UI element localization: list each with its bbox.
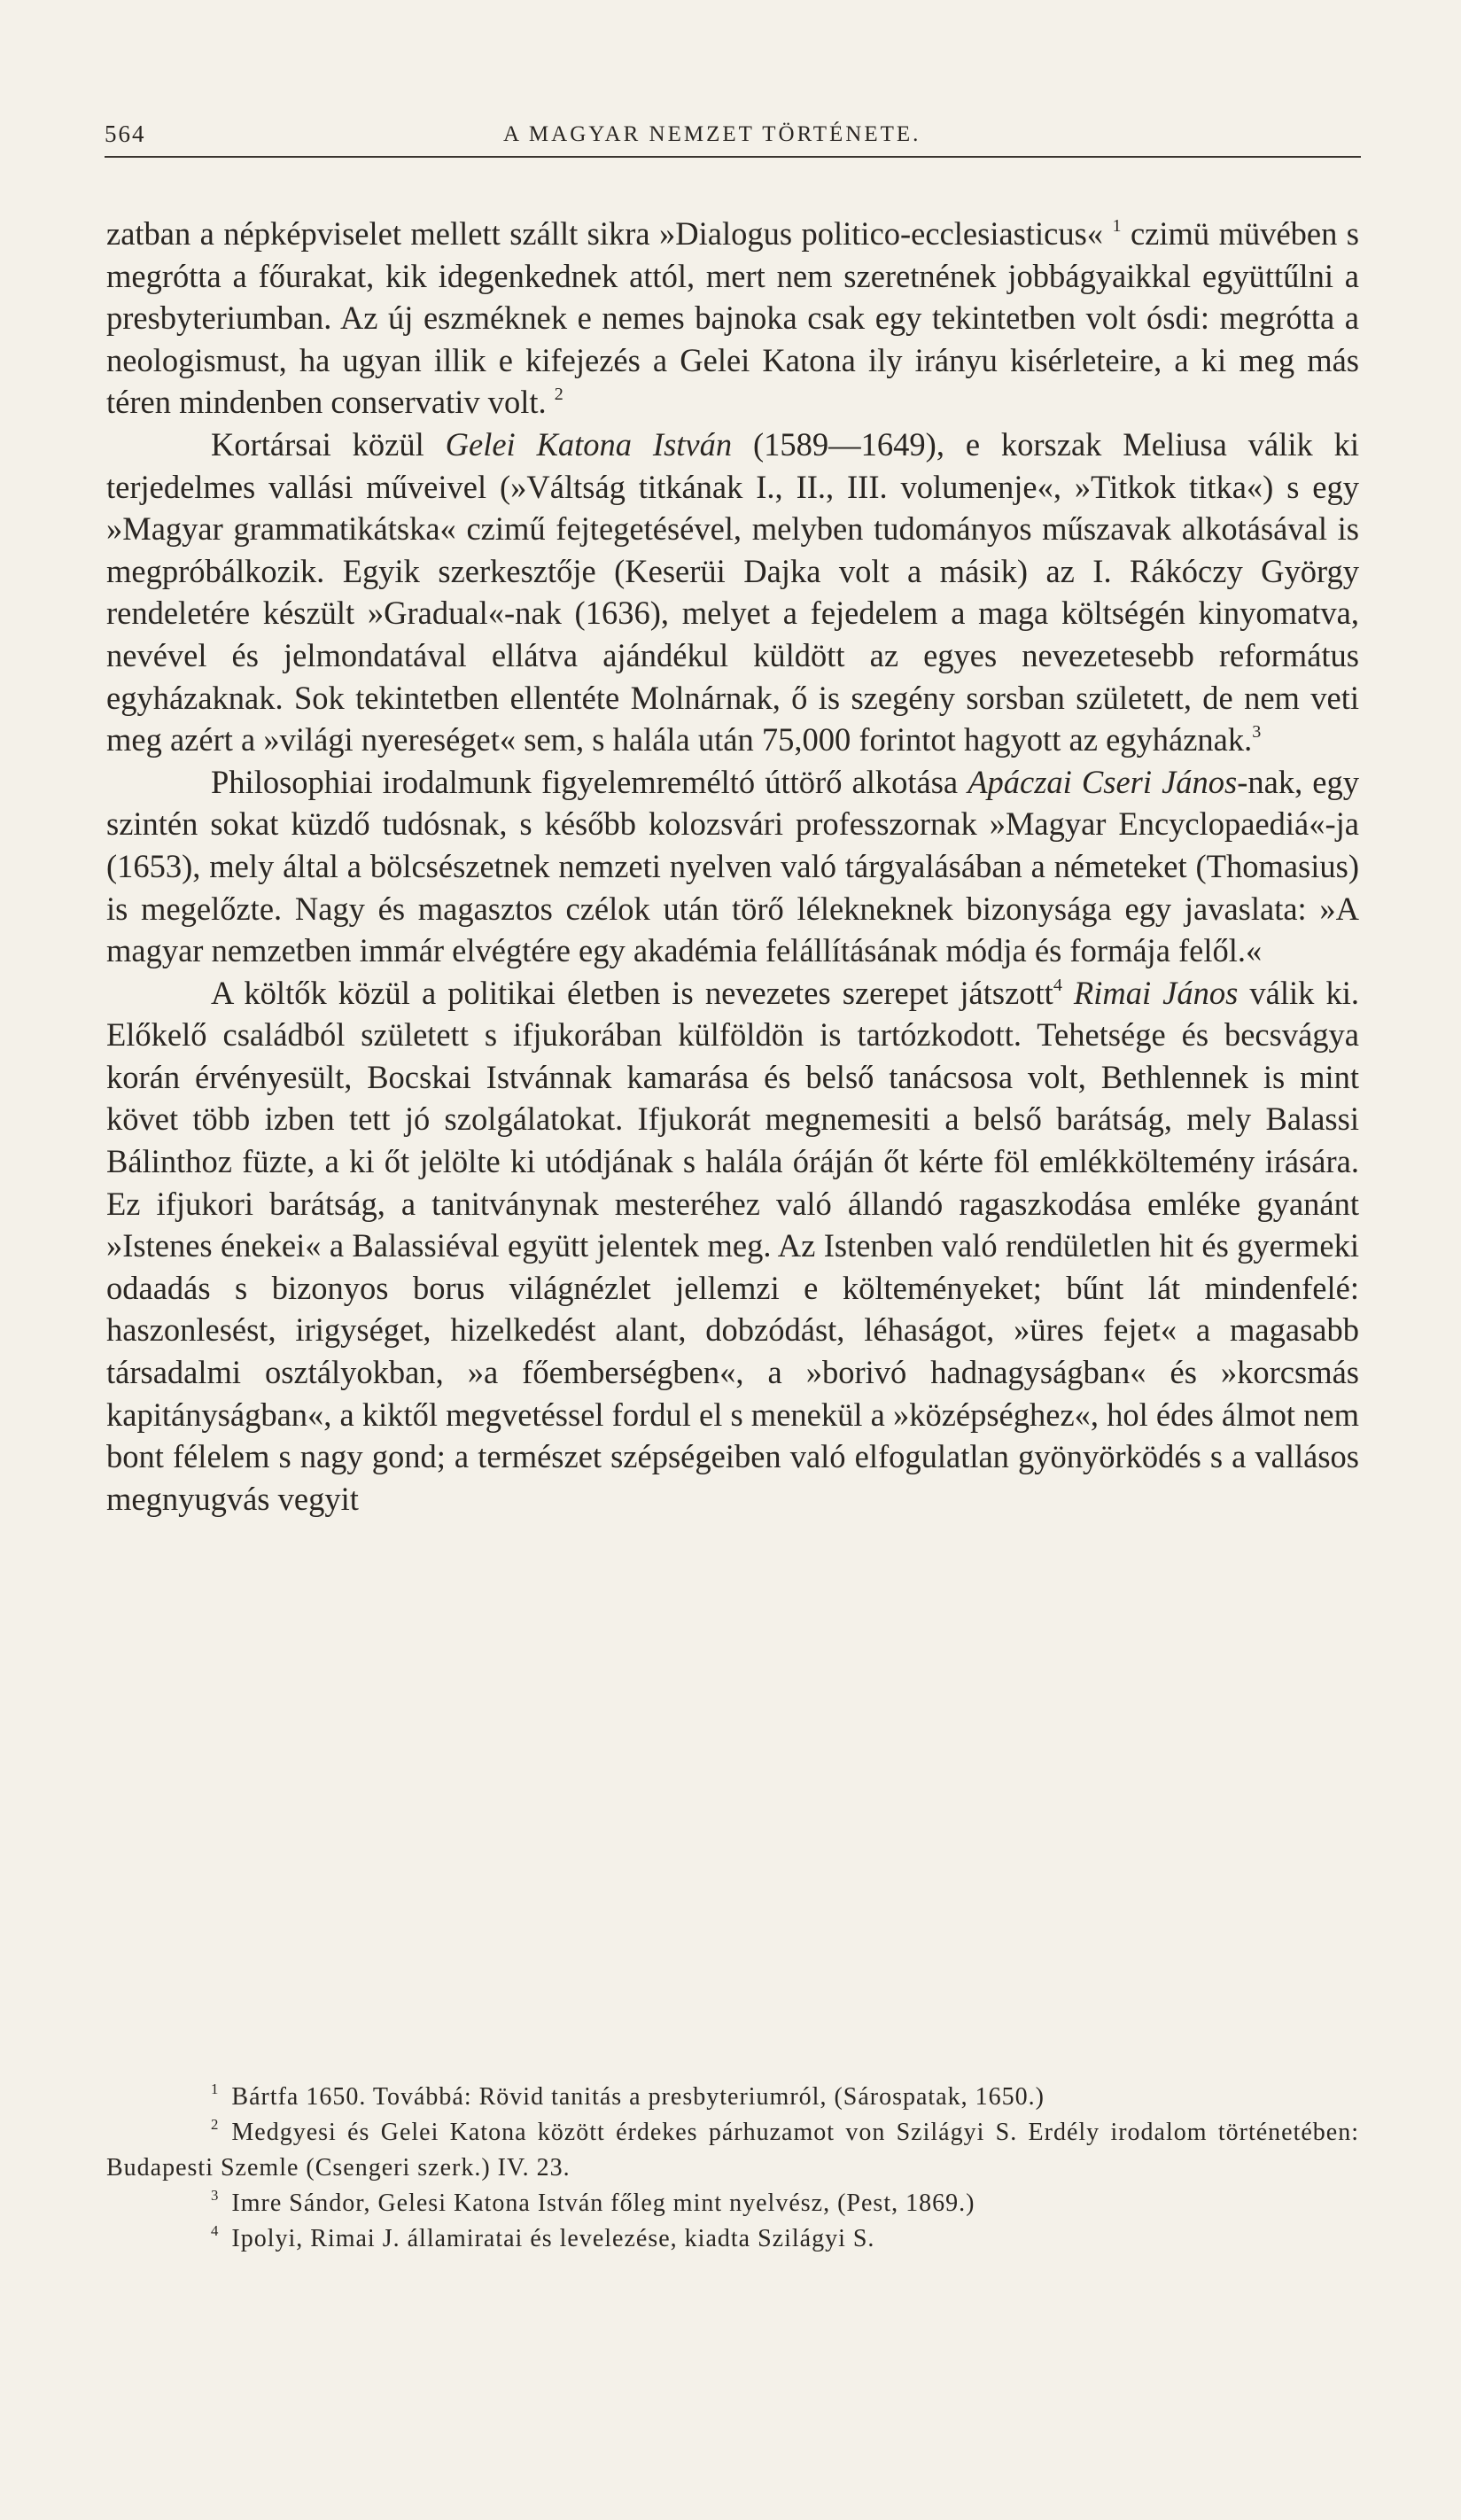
paragraph [106, 972, 1359, 1521]
footnote-ref: 4 [1053, 975, 1062, 995]
person-name: Rimai János [1073, 974, 1239, 1011]
running-title: A MAGYAR NEMZET TÖRTÉNETE. [503, 122, 921, 146]
footnote [106, 2115, 1359, 2186]
main-text [106, 213, 1359, 1520]
footnote-text: Medgyesi és Gelei Katona között érdekes párhuzamot von Szilágyi S. Erdély irodalom történetében: Budapesti Szemle (Csengeri szerk.) IV. 23. [106, 2119, 1359, 2182]
footnote-ref: 1 [1112, 215, 1122, 236]
text-run: (1589—1649), e korszak Meliusa válik ki terjedelmes vallási műveivel (»Váltság titkának I., II., III. volumenje«, »Titkok titka«) s egy »Magyar grammatikátska« czimű fejtegetésével, melyben tudományos műszavak alkotásával is megpróbálkozik. Egyik szerkesztője (Keserüi Dajka volt a másik) az I. Rákóczy György rendeletére készült »Gradual«-nak (1636), melyet a fejedelem a maga költségén kinyomatva, nevével és jelmondatával ellátva ajándékul küldött az egyes nevezetesebb református egyházaknak. Sok tekintetben ellentéte Molnárnak, ő is szegény sorsban született, de nem veti meg azért a »világi nyereséget« sem, s halála után 75,000 forintot hagyott az egyháznak. [106, 425, 1359, 758]
text-run: czimü müvében s megrótta a főurakat, kik idegenkednek attól, mert nem szeretnének jobbágyaikkal együttűlni a presbyteriumban. Az új eszméknek e nemes bajnoka csak egy tekintetben volt ósdi: megrótta a neologismust, ha ugyan illik e kifejezés a Gelei Katona ily irányu kisérleteire, a ki meg más téren mindenben conservativ volt. [106, 215, 1359, 421]
footnote [106, 2221, 1359, 2257]
text-run: zatban a népképviselet mellett szállt sikra »Dialogus politico-ecclesiasticus« [106, 215, 1104, 252]
footnote-ref: 2 [554, 385, 563, 405]
footnote [106, 2080, 1359, 2115]
text-run: -nak, egy szintén sokat küzdő tudósnak, s később kolozsvári professzornak »Magyar Encyclopaediá«-ja (1653), mely által a bölcsészetnek nemzeti nyelven való tárgyalásában a németeket (Thomasius) is megelőzte. Nagy és magasztos czélok után törő lélekneknek bizonysága egy javaslata: »A magyar nemzetben immár elvégtére egy akadémia felállításának módja és formája felől.« [106, 763, 1360, 969]
text-run: A költők közül a politikai életben is nevezetes szerepet játszott [211, 974, 1053, 1011]
running-header [105, 113, 1361, 158]
text-run: Philosophiai irodalmunk figyelemreméltó úttörő alkotása [211, 763, 968, 800]
footnote-mark: 4 [211, 2222, 220, 2240]
paragraph [106, 213, 1359, 424]
footnote-text: Imre Sándor, Gelesi Katona István főleg mint nyelvész, (Pest, 1869.) [231, 2189, 975, 2217]
footnote-ref: 3 [1252, 722, 1262, 743]
footnote [106, 2186, 1359, 2221]
paragraph [106, 761, 1359, 972]
person-name: Gelei Katona István [445, 425, 733, 463]
text-run: Kortársai közül [211, 425, 446, 463]
footnote-mark: 1 [211, 2081, 220, 2098]
footnote-text: Bártfa 1650. Továbbá: Rövid tanitás a presbyteriumról, (Sárospatak, 1650.) [231, 2083, 1045, 2111]
footnote-mark: 2 [211, 2116, 220, 2134]
footnotes [106, 2080, 1359, 2257]
page-number: 564 [105, 121, 146, 147]
paragraph [106, 424, 1359, 761]
text-run: válik ki. Előkelő családból született s ifjukorában külföldön is tartózkodott. Tehetsége és becsvágya korán érvényesült, Bocskai Istvánnak kamarása és belső tanácsosa volt, Bethlennek is mint követ több izben tett jó szolgálatokat. Ifjukorát megnemesiti a belső barátság, mely Balassi Bálinthoz füzte, a ki őt jelölte ki utódjának s halála óráján őt kérte föl emlékköltemény irására. Ez ifjukori barátság, a tanitványnak mesteréhez való állandó ragaszkodása emléke gyanánt »Istenes énekei« a Balassiéval együtt jelentek meg. Az Istenben való rendületlen hit és gyermeki odaadás s bizonyos borus világnézlet jellemzi e költeményeket; bűnt lát mindenfelé: haszonlesést, irigységet, hizelkedést alant, dobzódást, léhaságot, »üres fejet« a magasabb társadalmi osztályokban, »a főemberségben«, a »borivó hadnagyságban« és »korcsmás kapitányságban«, a kiktől megvetéssel fordul el s menekül a »középséghez«, hol édes álmot nem bont félelem s nagy gond; a természet szépségeiben való elfogulatlan gyönyörködés s a vallásos megnyugvás vegyit [106, 974, 1359, 1517]
person-name: Apáczai Cseri János [968, 763, 1238, 800]
footnote-mark: 3 [211, 2187, 220, 2205]
footnote-text: Ipolyi, Rimai J. államiratai és levelezése, kiadta Szilágyi S. [231, 2225, 875, 2252]
